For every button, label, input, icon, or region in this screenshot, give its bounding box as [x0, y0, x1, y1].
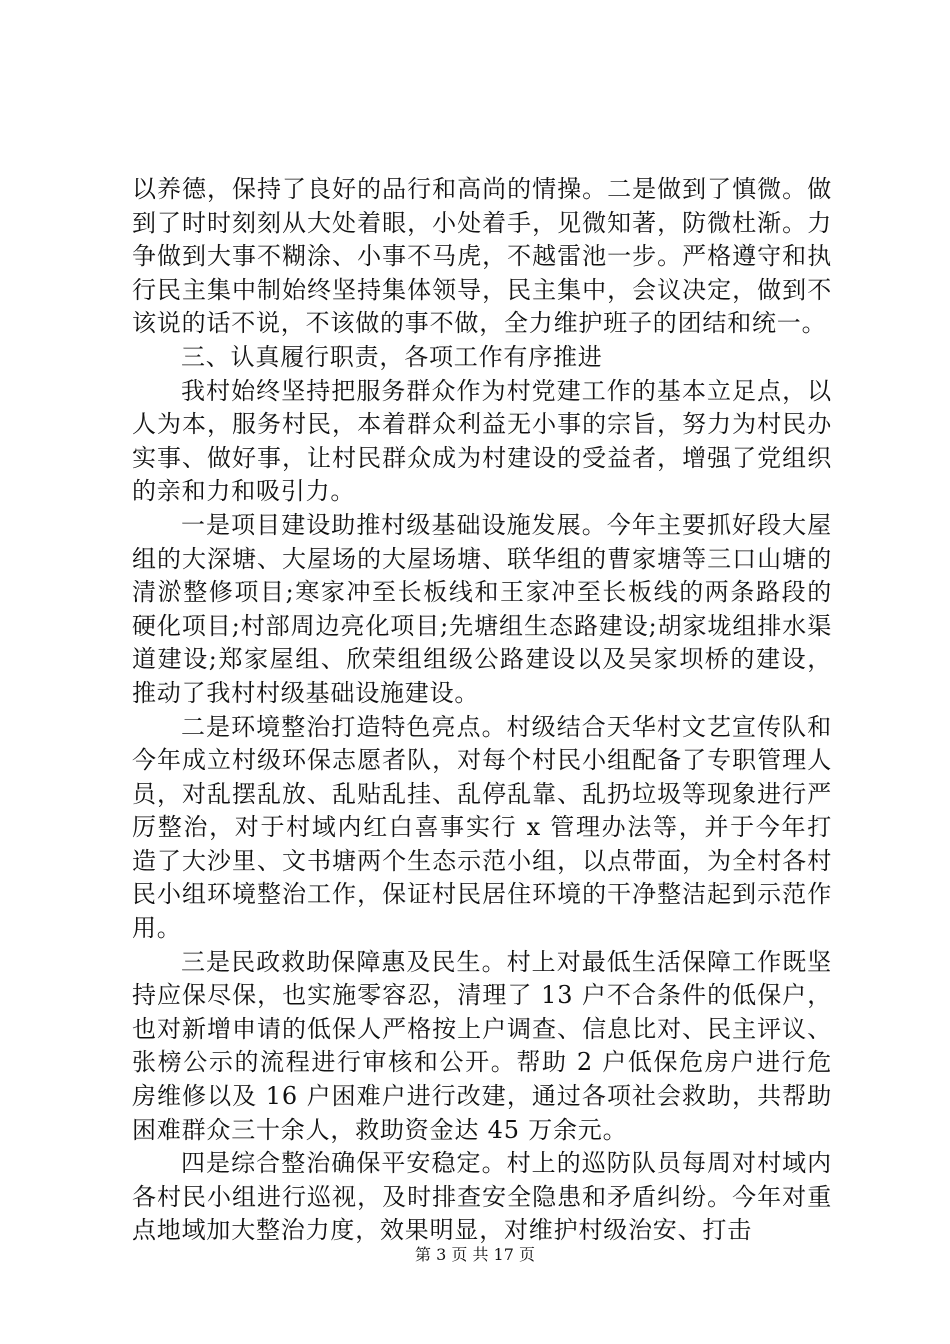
document-body	[132, 173, 832, 1248]
paragraph: 一是项目建设助推村级基础设施发展。今年主要抓好段大屋组的大深塘、大屋场的大屋场塘、联华组的曹家塘等三口山塘的清淤整修项目;寒家冲至长板线和王家冲至长板线的两条路段的硬化项目;村部周边亮化项目;先塘组生态路建设;胡家垅组排水渠道建设;郑家屋组、欣荣组组级公路建设以及吴家坝桥的建设，推动了我村村级基础设施建设。	[132, 510, 832, 707]
paragraph: 二是环境整治打造特色亮点。村级结合天华村文艺宣传队和今年成立村级环保志愿者队，对每个村民小组配备了专职管理人员，对乱摆乱放、乱贴乱挂、乱停乱靠、乱扔垃圾等现象进行严厉整治，对于村域内红白喜事实行 x 管理办法等，并于今年打造了大沙里、文书塘两个生态示范小组，以点带面，为全村各村民小组环境整治工作，保证村民居住环境的干净整洁起到示范作用。	[132, 712, 832, 943]
paragraph: 三是民政救助保障惠及民生。村上对最低生活保障工作既坚持应保尽保，也实施零容忍，清理了 13 户不合条件的低保户，也对新增申请的低保人严格按上户调查、信息比对、民主评议、张榜公示的流程进行审核和公开。帮助 2 户低保危房户进行危房维修以及 16 户困难户进行改建，通过各项社会救助，共帮助困难群众三十余人，救助资金达 45 万余元。	[132, 947, 832, 1144]
page-footer: 第 3 页 共 17 页	[415, 1245, 535, 1264]
paragraph-continuation: 以养德，保持了良好的品行和高尚的情操。二是做到了慎微。做到了时时刻刻从大处着眼，小处着手，见微知著，防微杜渐。力争做到大事不糊涂、小事不马虎，不越雷池一步。严格遵守和执行民主集中制始终坚持集体领导，民主集中，会议决定，做到不该说的话不说，不该做的事不做，全力维护班子的团结和统一。	[132, 175, 832, 338]
section-heading: 三、认真履行职责，各项工作有序推进	[181, 342, 603, 371]
paragraph: 四是综合整治确保平安稳定。村上的巡防队员每周对村域内各村民小组进行巡视，及时排查安全隐患和矛盾纠纷。今年对重点地域加大整治力度，效果明显，对维护村级治安、打击	[132, 1149, 832, 1245]
paragraph: 我村始终坚持把服务群众作为村党建工作的基本立足点，以人为本，服务村民，本着群众利益无小事的宗旨，努力为村民办实事、做好事，让村民群众成为村建设的受益者，增强了党组织的亲和力和吸引力。	[132, 376, 832, 506]
